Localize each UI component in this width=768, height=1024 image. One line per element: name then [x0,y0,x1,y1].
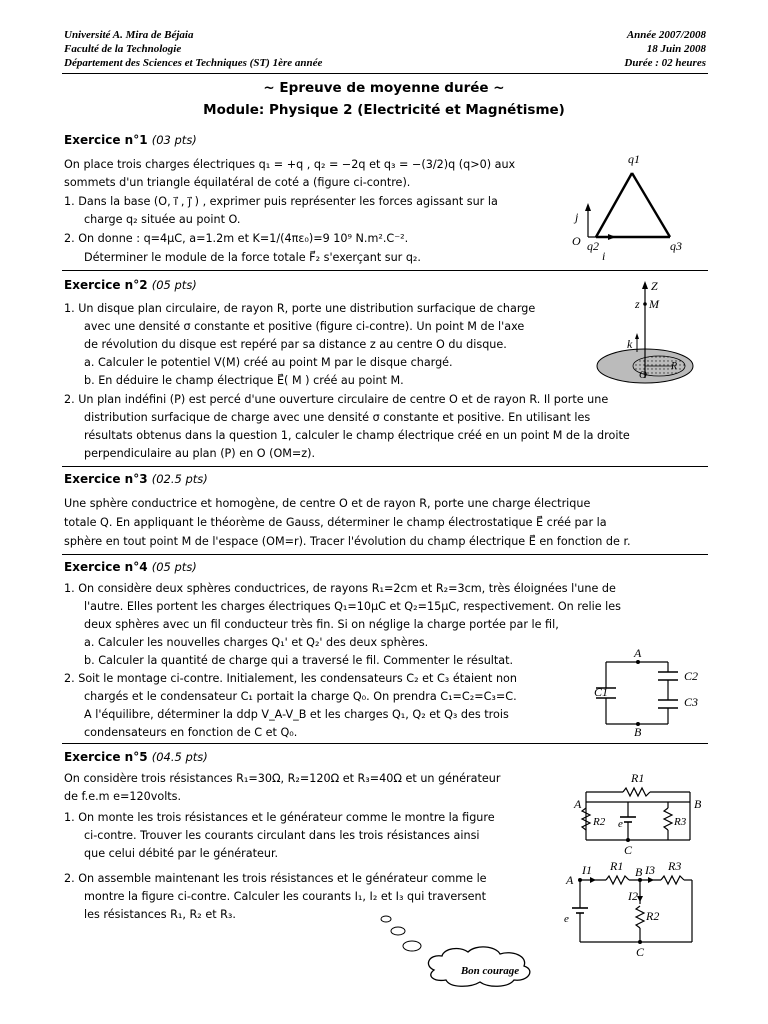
label-q3: q3 [670,239,682,253]
label-j: j [575,210,579,224]
ex2-line: perpendiculaire au plan (P) en O (OM=z). [84,447,316,460]
triangle-charges-figure [560,145,710,265]
label-R1: R1 [610,859,624,873]
label-k: k [627,337,633,351]
ex1-line: Déterminer le module de la force totale F⃗₂ s'exerçant sur q₂. [84,251,421,264]
ex5-question-1: 1. On monte les trois résistances et le générateur comme le montre la figure [64,811,495,824]
ex4-line: A l'équilibre, déterminer la ddp V_A-V_B et les charges Q₁, Q₂ et Q₃ des trois [84,708,509,721]
label-A: A [566,873,574,887]
ex4-question-1: 1. On considère deux sphères conductrices, de rayons R₁=2cm et R₂=3cm, très éloignées l'une de [64,582,616,595]
ex3-line: sphère en tout point M de l'espace (OM=r). Tracer l'évolution du champ électrique E⃗ en fonction de r. [64,535,631,548]
label-C: C [636,945,645,959]
ex2-question-2: 2. Un plan indéfini (P) est percé d'une ouverture circulaire de centre O et de rayon R. Il porte une [64,393,609,406]
exam-duration: Durée : 02 heures [624,57,706,69]
ex5-line: On considère trois résistances R₁=30Ω, R₂=120Ω et R₃=40Ω et un générateur [64,772,501,785]
resistor-circuit-2-figure [556,856,708,960]
exercise-3-heading: Exercice n°3 (02.5 pts) [64,472,208,486]
label-C2: C2 [684,669,699,683]
label-R1: R1 [631,771,645,785]
exercise-4-heading: Exercice n°4 (05 pts) [64,560,197,574]
label-C3: C3 [684,695,699,709]
academic-year: Année 2007/2008 [626,29,706,41]
capacitor-circuit-figure [592,648,708,738]
ex5-line: de f.e.m e=120volts. [64,790,182,803]
ex5-line: que celui débité par le générateur. [84,847,279,860]
exercise-1-heading: Exercice n°1 (03 pts) [64,133,197,147]
ex4-question-1a: a. Calculer les nouvelles charges Q₁' et Q₂' des deux sphères. [84,636,429,649]
label-I1: I1 [582,863,592,877]
ex2-question-1b: b. En déduire le champ électrique E⃗( M ) créé au point M. [84,374,404,387]
label-I2: I2 [628,889,638,903]
department-name: Département des Sciences et Techniques (ST) 1ère année [64,57,323,69]
label-R3: R3 [668,859,682,873]
section-divider [62,743,708,744]
ex1-line: sommets d'un triangle équilatéral de coté a (figure ci-contre). [64,176,411,189]
label-origin: O [572,234,581,248]
label-C1: C1 [594,685,609,699]
label-R: R [671,361,678,372]
ex3-line: totale Q. En appliquant le théorème de Gauss, déterminer le champ électrostatique E⃗ créé par la [64,516,607,529]
ex5-line: les résistances R₁, R₂ et R₃. [84,908,236,921]
label-B: B [635,865,643,879]
ex2-line: de révolution du disque est repéré par sa distance z au centre O du disque. [84,338,507,351]
label-z: z [635,297,640,311]
ex4-question-2: 2. Soit le montage ci-contre. Initialement, les condensateurs C₂ et C₃ étaient non [64,672,517,685]
ex1-question-1: 1. Dans la base (O, i⃗ , j⃗ ) , exprimer puis représenter les forces agissant sur la [64,195,498,208]
label-A: A [574,797,582,811]
exercise-5-heading: Exercice n°5 (04.5 pts) [64,750,208,764]
ex4-line: deux sphères avec un fil conducteur très fin. Si on néglige la charge portée par le fil, [84,618,559,631]
ex2-question-1: 1. Un disque plan circulaire, de rayon R, porte une distribution surfacique de charge [64,302,536,315]
module-title: Module: Physique 2 (Electricité et Magnétisme) [203,102,565,118]
section-divider [62,554,708,555]
label-B: B [634,725,642,738]
faculty-name: Faculté de la Technologie [64,43,182,55]
label-B: B [694,797,702,811]
section-divider [62,466,708,467]
ex2-line: avec une densité σ constante et positive (figure ci-contre). Un point M de l'axe [84,320,525,333]
ex2-line: résultats obtenus dans la question 1, calculer le champ électrique créé en un point M de la droite [84,429,630,442]
label-C: C [624,843,633,857]
label-e: e [618,818,623,830]
ex4-question-1b: b. Calculer la quantité de charge qui a traversé le fil. Commenter le résultat. [84,654,514,667]
ex4-line: chargés et le condensateur C₁ portait la charge Q₀. On prendra C₁=C₂=C₃=C. [84,690,517,703]
resistor-circuit-1-figure [568,770,708,858]
ex5-line: ci-contre. Trouver les courants circulant dans les trois résistances ainsi [84,829,480,842]
label-q2: q2 [587,239,599,253]
university-name: Université A. Mira de Béjaia [64,29,194,41]
label-Z: Z [651,279,658,293]
label-R2: R2 [646,909,660,923]
closing-message: Bon courage [460,965,520,977]
section-divider [62,270,708,271]
label-e: e [564,913,569,925]
ex3-line: Une sphère conductrice et homogène, de centre O et de rayon R, porte une charge électrique [64,497,591,510]
header-divider [62,73,708,74]
exercise-2-heading: Exercice n°2 (05 pts) [64,278,197,292]
label-M: M [649,297,659,311]
ex4-line: l'autre. Elles portent les charges électriques Q₁=10μC et Q₂=15μC, respectivement. On relie les [84,600,621,613]
label-i: i [602,249,606,263]
label-R2: R2 [593,816,606,828]
label-A: A [634,648,642,660]
ex1-line: charge q₂ située au point O. [84,213,241,226]
ex2-question-1a: a. Calculer le potentiel V(M) créé au point M par le disque chargé. [84,356,453,369]
ex5-question-2: 2. On assemble maintenant les trois résistances et le générateur comme le [64,872,487,885]
label-q1: q1 [628,152,640,166]
ex2-line: distribution surfacique de charge avec une densité σ constante et positive. En utilisant les [84,411,591,424]
ex1-question-2: 2. On donne : q=4μC, a=1.2m et K=1/(4πε₀)=9 10⁹ N.m².C⁻². [64,232,409,245]
charged-disk-figure [595,276,705,388]
label-O: O [639,369,647,381]
ex5-line: montre la figure ci-contre. Calculer les courants I₁, I₂ et I₃ qui traversent [84,890,487,903]
ex1-line: On place trois charges électriques q₁ = +q , q₂ = −2q et q₃ = −(3/2)q (q>0) aux [64,158,516,171]
label-I3: I3 [645,863,655,877]
exam-date: 18 Juin 2008 [646,43,706,55]
bon-courage-cloud [372,914,556,990]
exam-title: ~ Epreuve de moyenne durée ~ [263,80,505,96]
label-R3: R3 [674,816,687,828]
ex4-line: condensateurs en fonction de C et Q₀. [84,726,298,739]
